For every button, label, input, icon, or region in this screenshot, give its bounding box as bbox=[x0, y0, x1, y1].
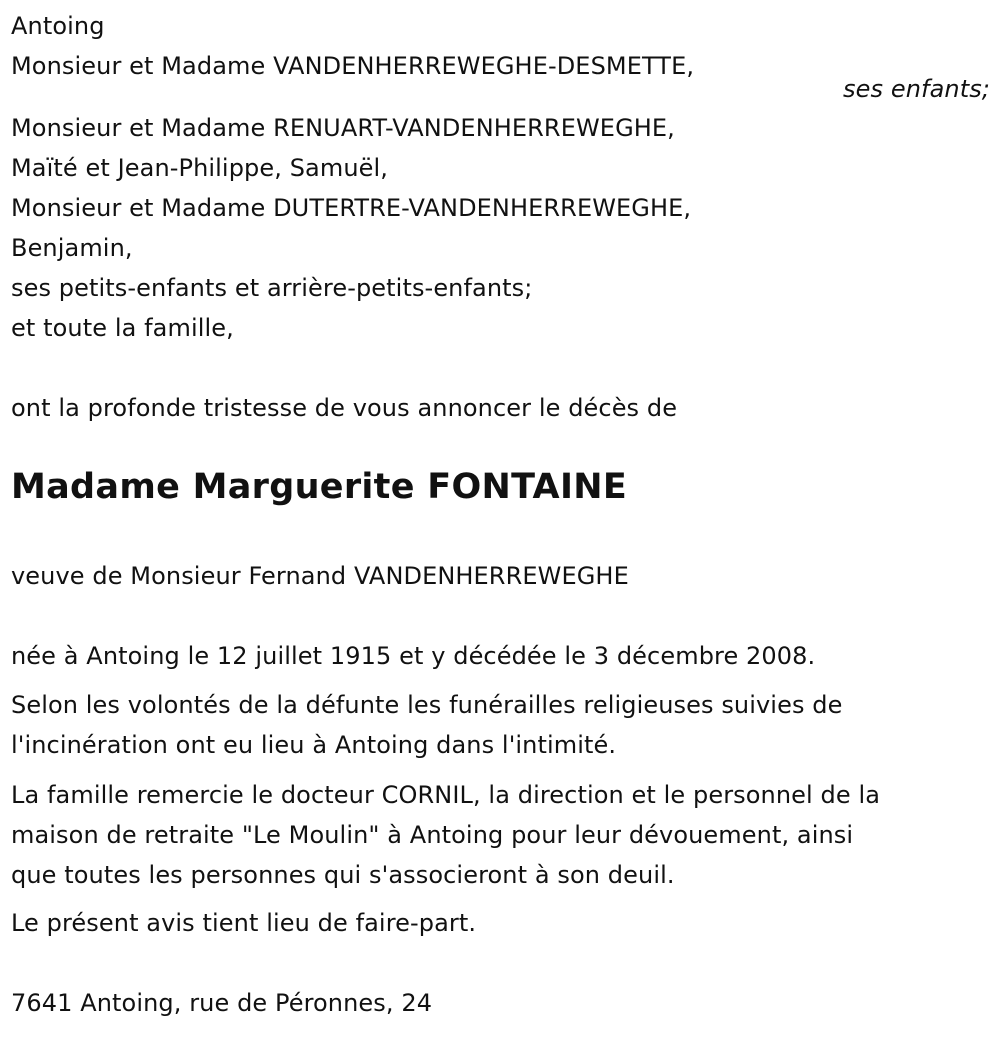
family-line-benjamin: Benjamin, bbox=[11, 234, 133, 262]
funeral-line-2: l'incinération ont eu lieu à Antoing dans l'intimité. bbox=[11, 731, 617, 759]
family-line-grandchildren: ses petits-enfants et arrière-petits-enfants; bbox=[11, 274, 533, 302]
notice-line: Le présent avis tient lieu de faire-part. bbox=[11, 909, 477, 937]
thanks-line-2: maison de retraite "Le Moulin" à Antoing pour leur dévouement, ainsi bbox=[11, 821, 854, 849]
funeral-line-1: Selon les volontés de la défunte les funérailles religieuses suivies de bbox=[11, 691, 843, 719]
deceased-name: Madame Marguerite FONTAINE bbox=[11, 467, 628, 507]
thanks-line-1: La famille remercie le docteur CORNIL, la direction et le personnel de la bbox=[11, 781, 881, 809]
family-line-dutertre: Monsieur et Madame DUTERTRE-VANDENHERREWEGHE, bbox=[11, 194, 692, 222]
address-line: 7641 Antoing, rue de Péronnes, 24 bbox=[11, 989, 433, 1017]
announcement-intro: ont la profonde tristesse de vous annoncer le décès de bbox=[11, 394, 678, 422]
family-line-vandenherreweghe-desmette: Monsieur et Madame VANDENHERREWEGHE-DESMETTE, bbox=[11, 52, 695, 80]
family-line-whole-family: et toute la famille, bbox=[11, 314, 234, 342]
spouse-line: veuve de Monsieur Fernand VANDENHERREWEGHE bbox=[11, 562, 629, 590]
thanks-line-3: que toutes les personnes qui s'associeront à son deuil. bbox=[11, 861, 675, 889]
family-line-renuart: Monsieur et Madame RENUART-VANDENHERREWEGHE, bbox=[11, 114, 675, 142]
town-line: Antoing bbox=[11, 12, 105, 40]
children-label: ses enfants; bbox=[843, 75, 990, 103]
birth-death-dates: née à Antoing le 12 juillet 1915 et y décédée le 3 décembre 2008. bbox=[11, 642, 816, 670]
family-line-maite-jean-philippe: Maïté et Jean-Philippe, Samuël, bbox=[11, 154, 388, 182]
